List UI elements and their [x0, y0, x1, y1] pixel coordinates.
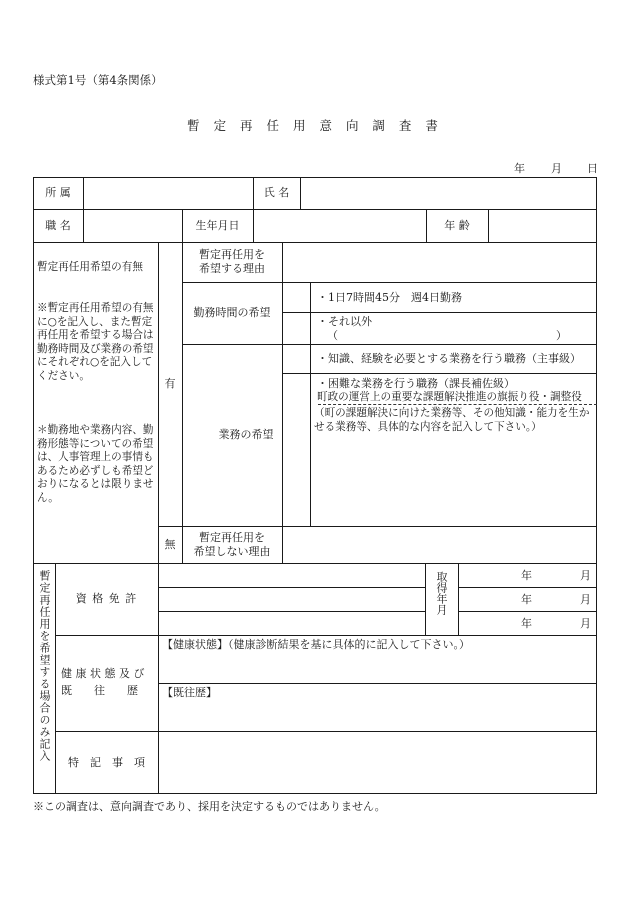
age-label: 年 齢 [444, 218, 470, 232]
affiliation-field[interactable] [84, 178, 252, 208]
qualification-field-3[interactable] [159, 612, 424, 634]
position-field[interactable] [84, 210, 181, 241]
remarks-label: 特 記 事 項 [68, 755, 145, 769]
date-month-label: 月 [551, 162, 562, 175]
acquired-month-3: 月 [580, 617, 591, 630]
age-field[interactable] [489, 210, 596, 241]
type-option-coordinator: 町政の運営上の重要な課題解決推進の旗振り役・調整役 [317, 391, 582, 403]
wish-note-circle: ※暫定再任用希望の有無に○を記入し、また暫定再任用を希望する場合は勤務時間及び業務の希望にそれぞれ○を記入してください。 [37, 302, 154, 382]
footer-note: ※この調査は、意向調査であり、採用を決定するものではありません。 [33, 800, 386, 813]
wish-note-workplace: ＊勤務地や業務内容、勤務形態等についての希望は、人事管理上の事情もあるため必ずしも希望どおりになるとは限りません。 [37, 424, 154, 504]
birthdate-label: 生年月日 [195, 218, 240, 232]
hours-option-standard[interactable]: ・1日7時間45分 週4日勤務 [317, 291, 462, 304]
rule [458, 587, 597, 588]
work-type-label: 業務の希望 [218, 428, 274, 441]
no-option[interactable]: 無 [164, 537, 176, 551]
work-hours-label: 勤務時間の希望 [193, 306, 271, 319]
health-label: 健 康 状 態 及 び [61, 667, 145, 680]
qualifications-label: 資 格 免 許 [75, 592, 138, 605]
reason-wish-field[interactable] [283, 243, 596, 281]
rule [282, 373, 597, 374]
rule [425, 563, 426, 635]
reason-no-wish-field[interactable] [283, 527, 596, 562]
acquired-year-2: 年 [521, 593, 532, 606]
reason-wish-label: 暫定再任用を 希望する理由 [199, 248, 265, 275]
acquired-label: 取得年月 [435, 571, 448, 615]
reason-no-wish-label: 暫定再任用を 希望しない理由 [193, 530, 271, 558]
rule [310, 282, 311, 526]
wish-heading: 暫定再任用希望の有無 [37, 261, 143, 273]
past-history-heading: 【既往歴】 [162, 686, 217, 699]
date-day-label: 日 [587, 162, 598, 175]
form-title: 暫 定 再 任 用 意 向 調 査 書 [187, 118, 443, 133]
position-label: 職 名 [45, 218, 71, 232]
qualification-field-1[interactable] [159, 564, 424, 586]
rule [458, 563, 459, 635]
type-option-staff[interactable]: ・知識、経験を必要とする業務を行う職務（主事級） [317, 352, 581, 365]
type-option-instructions: （町の課題解決に向けた業務等、その他知識・能力を生かせる業務等、具体的な内容を記入して下さい。） [314, 407, 590, 433]
qualification-field-2[interactable] [159, 588, 424, 610]
past-history-field[interactable] [159, 701, 596, 730]
name-field[interactable] [301, 178, 596, 208]
work-type-detail-field[interactable] [314, 438, 594, 524]
name-label: 氏 名 [263, 186, 290, 199]
hours-option-other[interactable]: ・それ以外 [317, 315, 372, 328]
acquired-month-2: 月 [580, 593, 591, 606]
yes-option[interactable]: 有 [164, 377, 176, 390]
rule [458, 611, 597, 612]
date-year-label: 年 [514, 162, 525, 175]
rule [282, 312, 597, 313]
past-history-label: 既 往 歴 [61, 684, 138, 697]
acquired-month-1: 月 [580, 569, 591, 582]
acquired-year-1: 年 [521, 569, 532, 582]
side-label-only-if-wishing: 暫定再任用を希望する場合のみ記入 [38, 570, 51, 762]
affiliation-label: 所 属 [45, 186, 71, 199]
form-number: 様式第1号（第4条関係） [33, 73, 163, 87]
birthdate-field[interactable] [254, 210, 425, 241]
remarks-field[interactable] [159, 732, 596, 793]
dashed-rule [318, 404, 597, 405]
acquired-year-3: 年 [521, 617, 532, 630]
health-status-heading: 【健康状態】（健康診断結果を基に具体的に記入して下さい。） [162, 638, 470, 651]
rule [55, 635, 597, 636]
hours-paren-close: ） [556, 329, 567, 342]
health-status-field[interactable] [159, 653, 596, 682]
type-option-assistant-manager[interactable]: ・困難な業務を行う職務（課長補佐級） [317, 377, 515, 390]
hours-paren-open: （ [327, 329, 338, 342]
rule [158, 683, 597, 684]
